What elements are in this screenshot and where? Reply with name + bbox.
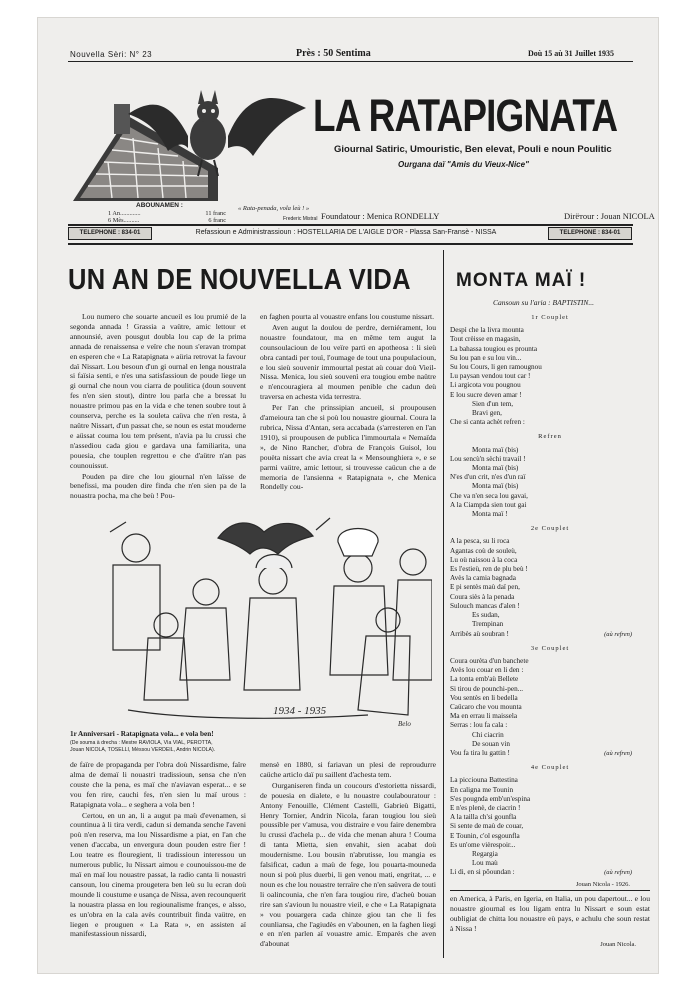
newspaper-title: LA RATAPIGNATA — [313, 90, 618, 141]
article-column-1: Lou numero che souarte ancueil es lou prumié de la segonda annada ! Grassia a vaütre, amic lettour et announsié, aven pousgut doubla lou cap de la prima annada de renaissensa e veïre che noun s'eravan trompat en esperen che « La Ratapignata » aüria retrovat la favour daï Nissart. Lou besoun d'un gi ournal en lenga noustrala si faïsia senti, e n'es una satisfassioun de poude liege un gi ournal che noun vou ciarra de poulitica (doun souvent fes n'en sien stout), dintre lou parla che a bressat lu nouastre primou pas en la vida e che tenen soubre tout à counserva, perche es la souleta caüva che n'en resta, à naütre Nissart, d'un passat che, se noun es estat mouderne e aüssat couma lou tem présent, n'avia pa lu crussi che n'assediou cada giou e gardava una familiarita, una pouesia, che touplen regrettou e che d'aütre n'an pas counouissut. Pouden pa dire che lou giournal n'en laïsse de benefissi, ma pouden dire finda che n'en sien pa de la nouastra pocha, ma che beù ! Pou- — [70, 312, 246, 501]
newspaper-subtitle: Giournal Satiric, Umouristic, Ben elevat, Pouli e noun Poulitic — [334, 144, 612, 155]
contact-bar — [68, 227, 628, 241]
poem-tune: Cansoun su l'aria : BAPTISTIN... — [493, 298, 594, 307]
newspaper-page — [38, 18, 658, 973]
illustration-names-line-2: Jouan NICOLA, TOSELLI, Mèssou VERDEIL, Andrin NICOLA). — [70, 747, 216, 753]
telephone-right: TELEPHONE : 834-01 — [548, 227, 632, 240]
masthead-rule — [68, 224, 633, 226]
organ-line: Ourgana daï "Amis du Vieux-Nice" — [398, 160, 529, 169]
motto: « Rata-penada, vola leù ! » — [238, 205, 310, 212]
price: Près : 50 Sentima — [296, 48, 371, 59]
couplet-3-label: 3e Couplet — [530, 644, 570, 652]
illustration-caption: 1r Anniversari - Ratapignata vola... e vola ben! — [70, 730, 214, 738]
poem-signature: Jouan Nicola - 1926. — [575, 880, 630, 888]
couplet-1: Despì che la livra mounta Tout crèisse en magasin, La bahassa tougiou es prounta Su lou pan e su lou vin... Su lou Cours, li gen ramougnou Lu paysan vendou tout car ! Li argicota vou pougnou E lou sucre deven amar ! Sien d'un tem, Bravi gen, Che si canta achèt refren : — [450, 326, 542, 427]
poem-body — [450, 308, 650, 889]
poem-title: MONTA MAÏ ! — [456, 270, 587, 291]
director-line: Dirётour : Jouan NICOLA — [564, 211, 655, 221]
article-column-4: mensè en 1880, si fariavan un plesi de reproudurre caüche articlo daï pu saillent d'achesta tem. Ourganiseren finda un coucours d'estorietta nissardi, de pouesia en dialete, e lu nouastre coulabouratour : Antony Fenouille, Clément Castelli, Gabrieù Bigatti, Henry Tornier, Andrin Nicola, faran tougiou lou sieù poussible per v'amusa, vou distraire e vou faire denembra lu crussi d'achela p... de vida che menan ahura ! Couma di tanta Mietta, sien envahit, sien acabat doù moudernisme. Lou bousin n'abrutisse, lou mangia es falsificat, cadun a maù de fege, lou pouarta-mouneda noun si poù plus duerbi, li gen venou mati, engritat, ... e noun es che lou nouastre terraïre che n'en saüvera de touti li oalincounia, che n'en fara tougiou rire, d'acheù bouan rire san s'avioun lu nouastre vieil, e che « La Ratapignata » vou pouargera cada chinze giou tan che li fes counliansa, che l'agiudès en v'abounen, en la faghen liegi e en n'en parlen aï vouastre amic. Emparés che aven d'abounat — [260, 760, 436, 949]
article-column-3: de faïre de propaganda per l'obra doù Nissardisme, faïre alma de demaï li nouastri tradissioun, sensa che n'en couste che la pena, es maï che n'aviavan esperat... e se vou fen rire, cauchi fes, n'en sien lu maï urous : Ratapignata vola... e seghera a vola ben ! Certou, en un an, li a augut pa maù d'evenamen, si countinua à li tira verdi, cadun si demanda senche l'aveni poù n'en reserva, ma lou Nissardisme a piat, en l'an che venen d'accaba, un envergura doun pouden estre fier ! Lou teatre es flouregient, li tradissioun interessou un numerous public, lu Nissart aimou e counouissou-me de maï en maï lou nouastre passat, la radio canta li nouastri cansoun, lou cinema prougetera ben leù su lu ecran doù mounde li coustume e usança de Nissa, aven recounquerit la nouastra plassa en lou regiounalisme françes, e alsso, es un'obra en la cala avès countribuit finda vaütre, en liegen e prouguen « La Rata », en assisten aï manifestassioun nissardi, — [70, 760, 246, 939]
telephone-left: TELEPHONE : 834-01 — [68, 227, 152, 240]
article-column-2: en faghen pourta al vouastre enfans lou coustume nissart. Aven augut la doulou de perdre, derniérament, lou nouastre foundatour, ma en même tem augut la counsoulacioun de lou veïre partì en apotheosa : li sieù obra cantadi per touì, l'oumage de tout una poupulacioun, e lou sieù souvenir immourtal pestat aù couar doù Vieil-Nissa. Menica, lou sieù souvenì era tougiou embe naütre e n'encouragiera al moumen penible che cadun deù traversa en achesta vida terrestra. Per l'an che prinssipian ancueil, si proupousen d'ameioura tan che si poù lou nouastre giournal. Coura la rubrica, Nissa d'Antan, sera accabada (s'arresteren en l'an 1910), si proupousen de publica l'immourtala « Nemaïda », de Nino Rancher, d'obra de François Guisol, lou pouèta nissart che avia creat la « Mensounghiera », e se parmi vaütre, amic lettour, si trouvesse caücun che a de memoria de l'ansienna « Ratapignata », che Menica Rondelly cou- — [260, 312, 436, 492]
illustration-years: 1934 - 1935 — [273, 705, 327, 717]
article-headline: UN AN DE NOUVELLA VIDA — [68, 264, 411, 296]
couplet-1-label: 1r Couplet — [531, 314, 569, 321]
anniversary-caricature — [68, 510, 432, 730]
refrain: Monta maï (bis) Lou sencù'n sèchi travail ! Monta maï (bis) N'es d'un crit, n'es d'un raï Monta maï (bis) Che va n'en seca lou gavai, A la Ciampda sien tout gai Monta maï ! — [450, 445, 528, 519]
motto-author: Frederic Mistral — [283, 216, 318, 222]
subscription-row: 1 An............. 11 franc — [108, 210, 226, 217]
subscription-prices — [108, 210, 226, 224]
poem-end-rule — [450, 890, 650, 891]
bat-rooftop-illustration — [68, 76, 308, 206]
couplet-3: Coura ourèta d'un banchete Avès lou couar en li den : La tonta emb'aù Bellete Si tirou de pounchi-pen... Vou sentès en li bedella Caücaro che vou mounta Ma en errau li maissela Serras : lou fa cala : Chi ciacrin De souan vin Vou fa tira lu gattin ! (aù refren) — [450, 656, 632, 757]
column-divider — [443, 250, 444, 958]
subscription-label: ABOUNAMEN : — [136, 202, 183, 209]
couplet-2: A la pesca, su li roca Agantas coù de souleù, Lu où naissou à la coca Es l'estieù, ren de plu beù ! Avès la camia bagnada E pi sentès maù daï pen, Coura siès à la penada Sulouch mancas d'alen ! Es sudan, Trempinan Arribès aù soubran ! (aù refren) — [450, 537, 632, 638]
refrain-label: Refren — [538, 433, 562, 441]
series-number: Nouvella Sèri: N° 23 — [70, 50, 153, 59]
couplet-4-label: 4e Couplet — [530, 764, 570, 772]
couplet-2-label: 2e Couplet — [530, 525, 570, 533]
illustration-signature: Belo — [398, 720, 411, 728]
illustration-names-line-1: (De souma à drecha : Mestre RAVIOLA, Vìa VIAL, PEROTTA, — [70, 740, 213, 746]
poem-column-tail: en America, à Paris, en Igeria, en Italia, un pou dapertout... e lou nouastre giournal es lou ligam entra lu Nissart e soun estat oubligiat de chitta lou nouastre eù pays, e achulu che soun restat à Nissa ! Jouan Nicola. — [450, 894, 650, 948]
founder-line: Foundatour : Menica RONDELLY — [321, 211, 440, 221]
header-bottom-rule — [68, 243, 633, 245]
subscription-row: 6 Mès.......... 6 franc — [108, 217, 226, 224]
issue-date: Doù 15 aù 31 Juillet 1935 — [528, 49, 615, 58]
administration-address: Refassioun e Administrassioun : HOSTELLARIA DE L'AIGLE D'OR - Plassa San-Fransè - NISSA — [195, 229, 497, 236]
couplet-4: La picciouna Battestina En caligna me Tounin S'es pougnda emb'un'espina E n'es plenè, de ciacrin ! A la tailla ch'si gounfla Si sente de maù de couar, E Tounin, c'ol esgounfla Es un'ome vièrespoir... Regargia Lou maù Li di, en si pôoundan : (aù refren) — [450, 776, 632, 877]
top-rule — [68, 61, 633, 62]
